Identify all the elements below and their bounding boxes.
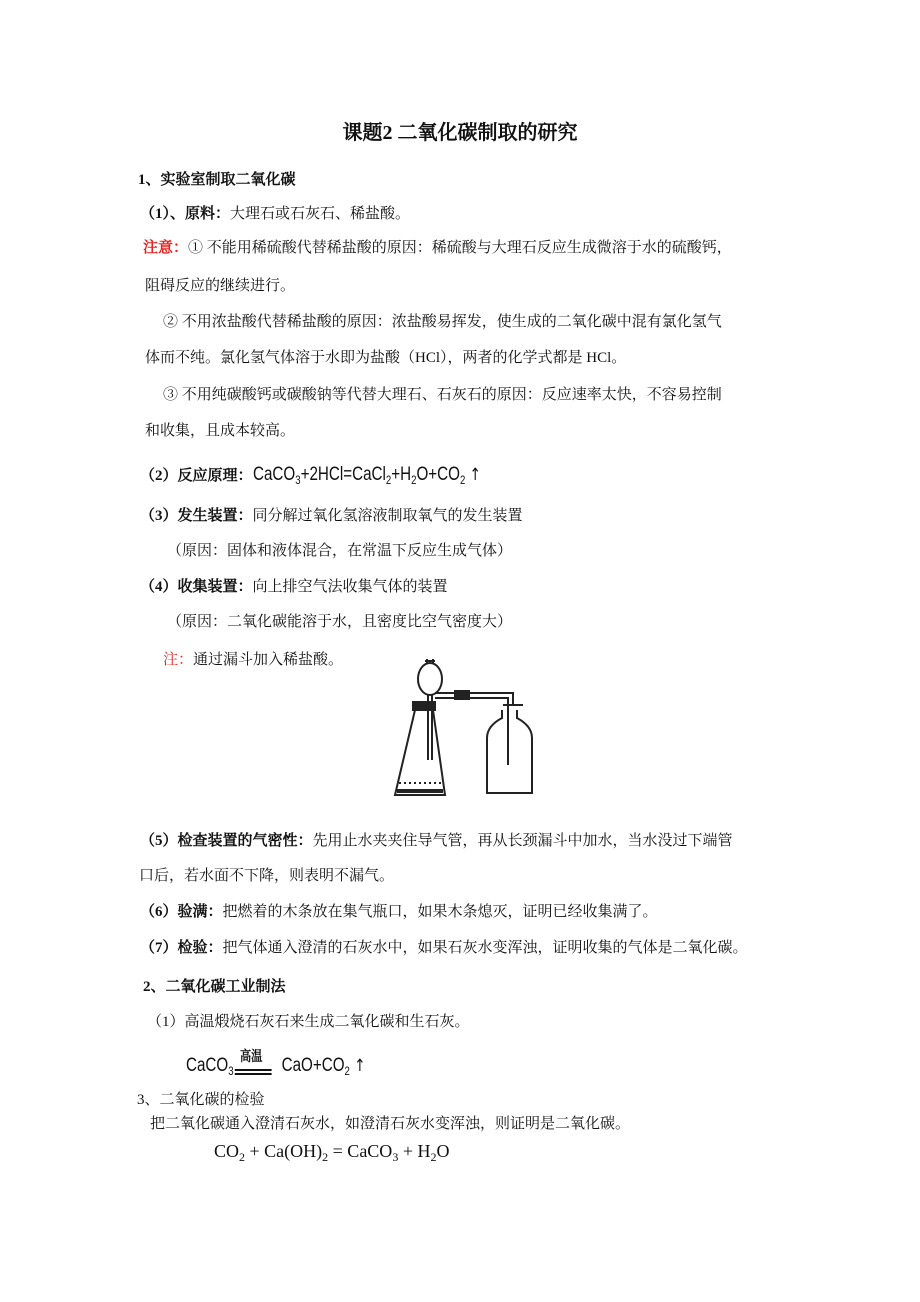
collector-reason: （原因：二氧化碳能溶于水，且密度比空气密度大） — [167, 614, 513, 630]
label: （5）检查装置的气密性： — [140, 833, 313, 849]
arrow-up-icon: ↑ — [354, 1056, 366, 1076]
materials-line — [140, 205, 410, 223]
funnel-note — [163, 651, 343, 669]
label: （7）检验： — [140, 940, 223, 956]
arrow-up-icon: ↑ — [469, 465, 481, 485]
note-line-6: 和收集，且成本较高。 — [145, 423, 296, 439]
airtightness-line-2: 口后，若水面不下降，则表明不漏气。 — [139, 868, 395, 884]
industrial-formula: CaCO$_3$ 高温 $CaO+CO_2$ ↑ — [186, 1048, 366, 1078]
label: （6）验满： — [140, 904, 223, 920]
text: 把燃着的木条放在集气瓶口，如果木条熄灭，证明已经收集满了。 — [222, 904, 658, 920]
text: 大理石或石灰石、稀盐酸。 — [230, 206, 411, 222]
generator-line — [140, 507, 523, 525]
generator-reason: （原因：固体和液体混合，在常温下反应生成气体） — [167, 543, 513, 559]
industrial-line: （1）高温煅烧石灰石来生成二氧化碳和生石灰。 — [147, 1014, 470, 1030]
airtightness-line — [140, 832, 733, 850]
reaction-principle — [140, 464, 537, 487]
text: 先用止水夹夹住导气管，再从长颈漏斗中加水，当水没过下端管 — [312, 833, 733, 849]
label: （4）收集装置： — [140, 579, 253, 595]
label: （3）发生装置： — [140, 508, 253, 524]
full-check-line — [140, 903, 658, 921]
note-line-5: ③ 不用纯碳酸钙或碳酸钠等代替大理石、石灰石的原因：反应速率太快，不容易控制 — [163, 387, 722, 403]
note-label: 注意： — [143, 240, 189, 256]
text: 向上排空气法收集气体的装置 — [252, 579, 448, 595]
text: 通过漏斗加入稀盐酸。 — [193, 652, 344, 668]
note-line-1 — [143, 239, 732, 257]
note-line-2: 阻碍反应的继续进行。 — [145, 278, 296, 294]
limewater-equation: $CO_2 + Ca(OH)_2$ = CaCO$_3$ + $H_2O$ — [214, 1141, 450, 1164]
page-title: 课题2 二氧化碳制取的研究 — [342, 122, 578, 144]
text: 同分解过氧化氢溶液制取氧气的发生装置 — [252, 508, 523, 524]
note-line-4: 体而不纯。氯化氢气体溶于水即为盐酸（HCl），两者的化学式都是 HCl。 — [145, 350, 627, 366]
section-2-heading: 2、二氧化碳工业制法 — [143, 979, 286, 995]
label: （1）、原料： — [140, 206, 231, 222]
text: ① 不能用稀硫酸代替稀盐酸的原因：稀硫酸与大理石反应生成微溶于水的硫酸钙， — [188, 240, 732, 256]
note-label: 注： — [163, 652, 194, 668]
text: 把气体通入澄清的石灰水中，如果石灰水变浑浊，证明收集的气体是二氧化碳。 — [222, 940, 748, 956]
note-line-3: ② 不用浓盐酸代替稀盐酸的原因：浓盐酸易挥发，使生成的二氧化碳中混有氯化氢气 — [163, 314, 722, 330]
test-method-line: 把二氧化碳通入澄清石灰水，如澄清石灰水变浑浊，则证明是二氧化碳。 — [150, 1116, 631, 1132]
section-3-heading: 3、二氧化碳的检验 — [137, 1092, 265, 1108]
collector-line — [140, 578, 448, 596]
co2-apparatus-diagram — [385, 655, 535, 807]
section-1-heading: 1、实验室制取二氧化碳 — [138, 172, 296, 188]
label: （2）反应原理： — [140, 468, 253, 484]
test-line — [140, 939, 748, 957]
reaction-formula: $CaCO_3+2HCl=CaCl_2+H_2O+CO_2$ ↑ — [252, 464, 481, 487]
condition-high-temp: 高温 — [235, 1055, 273, 1077]
